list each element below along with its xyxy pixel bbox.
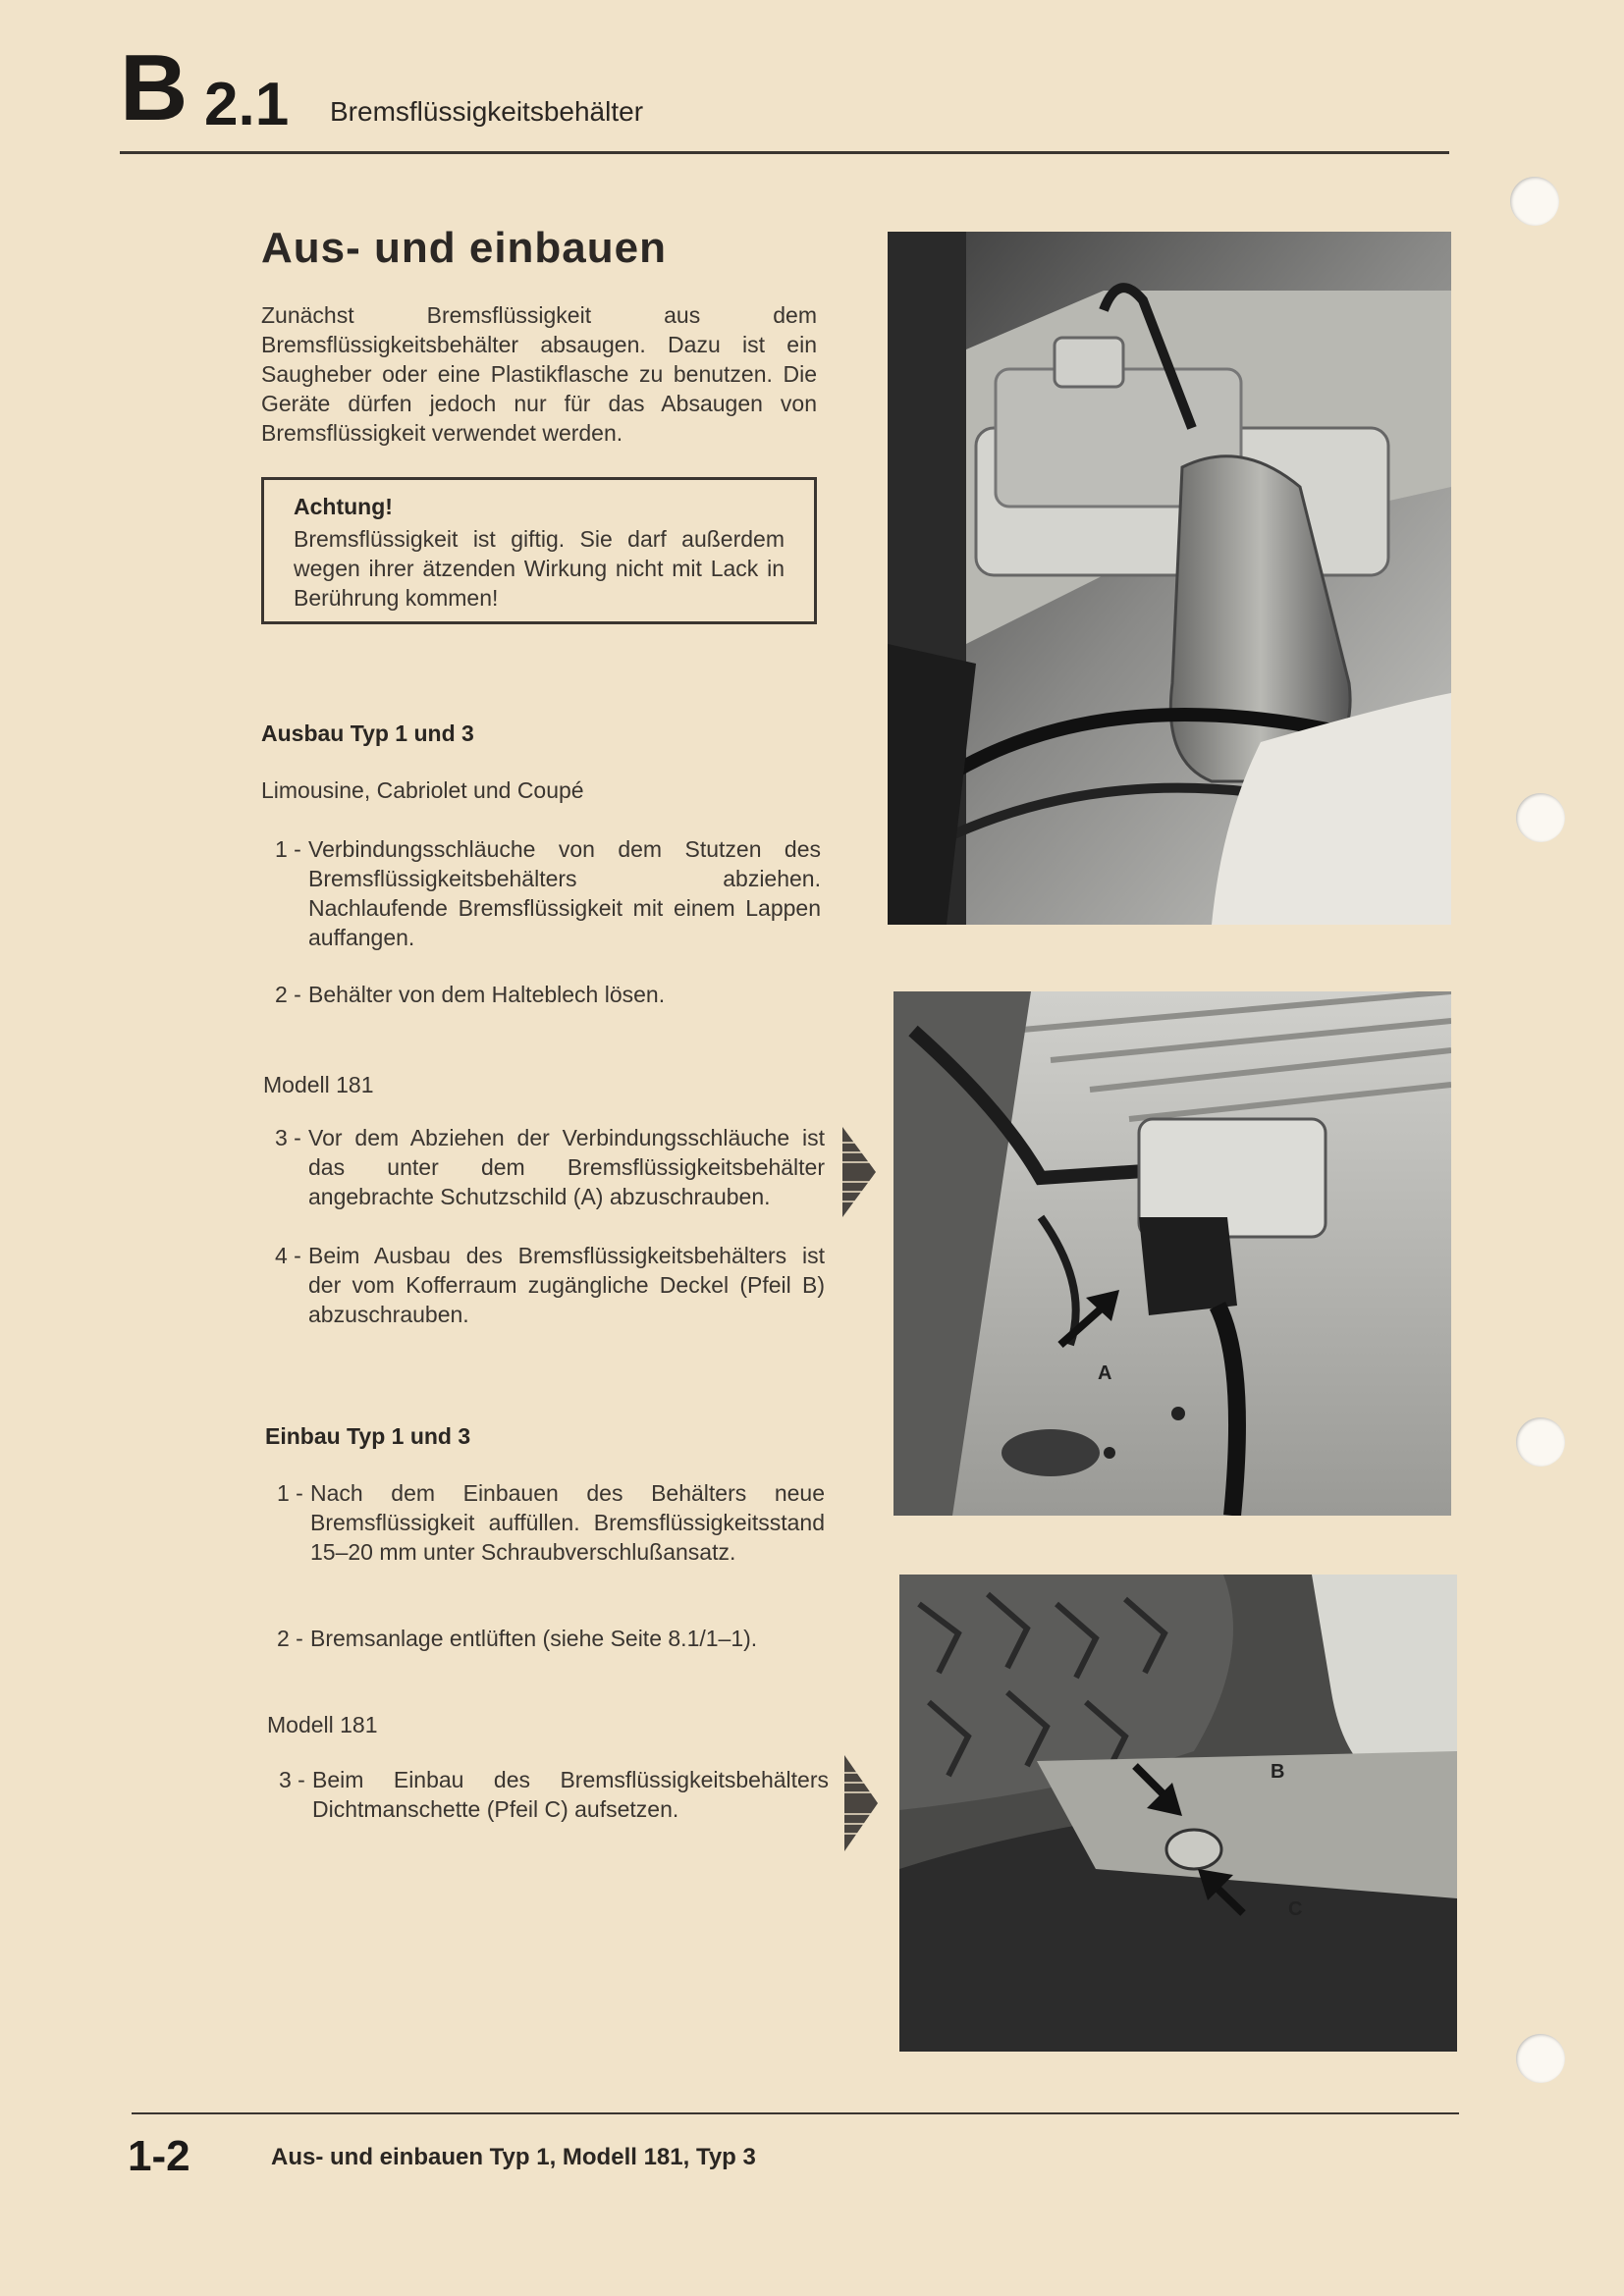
step-text: Bremsanlage entlüften (siehe Seite 8.1/1–1). <box>310 1626 758 1651</box>
section-letter: B <box>120 35 189 140</box>
footer-title: Aus- und einbauen Typ 1, Modell 181, Typ 3 <box>271 2144 756 2170</box>
warning-text: Bremsflüssigkeit ist giftig. Sie darf außerdem wegen ihrer ätzenden Wirkung nicht mit Lack in Berührung kommen! <box>294 526 785 611</box>
step-number: 1 - <box>277 1480 303 1506</box>
step-number: 3 - <box>279 1767 305 1792</box>
binder-hole <box>1516 1417 1565 1467</box>
page-number: 1-2 <box>128 2132 190 2180</box>
page-heading: Aus- und einbauen <box>261 224 667 272</box>
photo-label-a: A <box>1098 1362 1112 1384</box>
photo-cover-seal <box>899 1575 1457 2052</box>
einbau-step <box>277 1478 825 1567</box>
photo-reservoir-suction <box>888 232 1451 925</box>
binder-hole <box>1516 2034 1565 2083</box>
section-title: Bremsflüssigkeitsbehälter <box>330 96 644 127</box>
header-rule <box>120 151 1449 154</box>
ausbau-step <box>275 834 821 952</box>
pointer-arrow-icon <box>842 1751 880 1855</box>
einbau-model-label: Modell 181 <box>267 1712 378 1737</box>
step-text: Beim Einbau des Bremsflüssigkeitsbehälters Dichtmanschette (Pfeil C) aufsetzen. <box>312 1767 829 1822</box>
einbau-step <box>277 1624 827 1653</box>
ausbau-subtitle: Limousine, Cabriolet und Coupé <box>261 777 584 803</box>
step-text: Beim Ausbau des Bremsflüssigkeitsbehälters ist der vom Kofferraum zugängliche Deckel (Pfeil B) abzuschrauben. <box>308 1243 825 1327</box>
binder-hole <box>1510 177 1559 226</box>
ausbau-model-step <box>275 1123 825 1211</box>
photo-label-b: B <box>1271 1761 1285 1783</box>
step-text: Vor dem Abziehen der Verbindungsschläuche ist das unter dem Bremsflüssigkeitsbehälter angebrachte Schutzschild (A) abzuschrauben. <box>308 1125 825 1209</box>
step-text: Nach dem Einbauen des Behälters neue Bremsflüssigkeit auffüllen. Bremsflüssigkeitsstand 15–20 mm unter Schraubverschlußansatz. <box>310 1480 825 1565</box>
pointer-arrow-icon <box>840 1123 878 1221</box>
warning-title: Achtung! <box>294 494 393 519</box>
binder-hole <box>1516 793 1565 842</box>
step-number: 1 - <box>275 836 301 862</box>
step-number: 4 - <box>275 1243 301 1268</box>
section-number: 2.1 <box>204 71 290 138</box>
step-text: Behälter von dem Halteblech lösen. <box>308 982 666 1007</box>
step-number: 3 - <box>275 1125 301 1150</box>
step-number: 2 - <box>277 1626 303 1651</box>
step-number: 2 - <box>275 982 301 1007</box>
ausbau-step <box>275 980 821 1009</box>
photo-label-c: C <box>1288 1898 1303 1920</box>
footer-rule <box>132 2112 1459 2114</box>
einbau-title: Einbau Typ 1 und 3 <box>265 1423 471 1449</box>
ausbau-model-label: Modell 181 <box>263 1072 374 1097</box>
ausbau-model-step <box>275 1241 825 1329</box>
intro-paragraph: Zunächst Bremsflüssigkeit aus dem Bremsflüssigkeitsbehälter absaugen. Dazu ist ein Saugheber oder eine Plastikflasche zu benutzen. Die Geräte dürfen jedoch nur für das Absaugen von Bremsflüssigkeit verwendet werden. <box>261 302 817 446</box>
step-text: Verbindungsschläuche von dem Stutzen des Bremsflüssigkeitsbehälters abziehen. Nachlaufende Bremsflüssigkeit mit einem Lappen auffangen. <box>308 836 821 950</box>
warning-box <box>261 477 817 624</box>
ausbau-title: Ausbau Typ 1 und 3 <box>261 721 474 746</box>
photo-modell-181-shield <box>893 991 1451 1516</box>
einbau-model-step <box>279 1765 829 1824</box>
